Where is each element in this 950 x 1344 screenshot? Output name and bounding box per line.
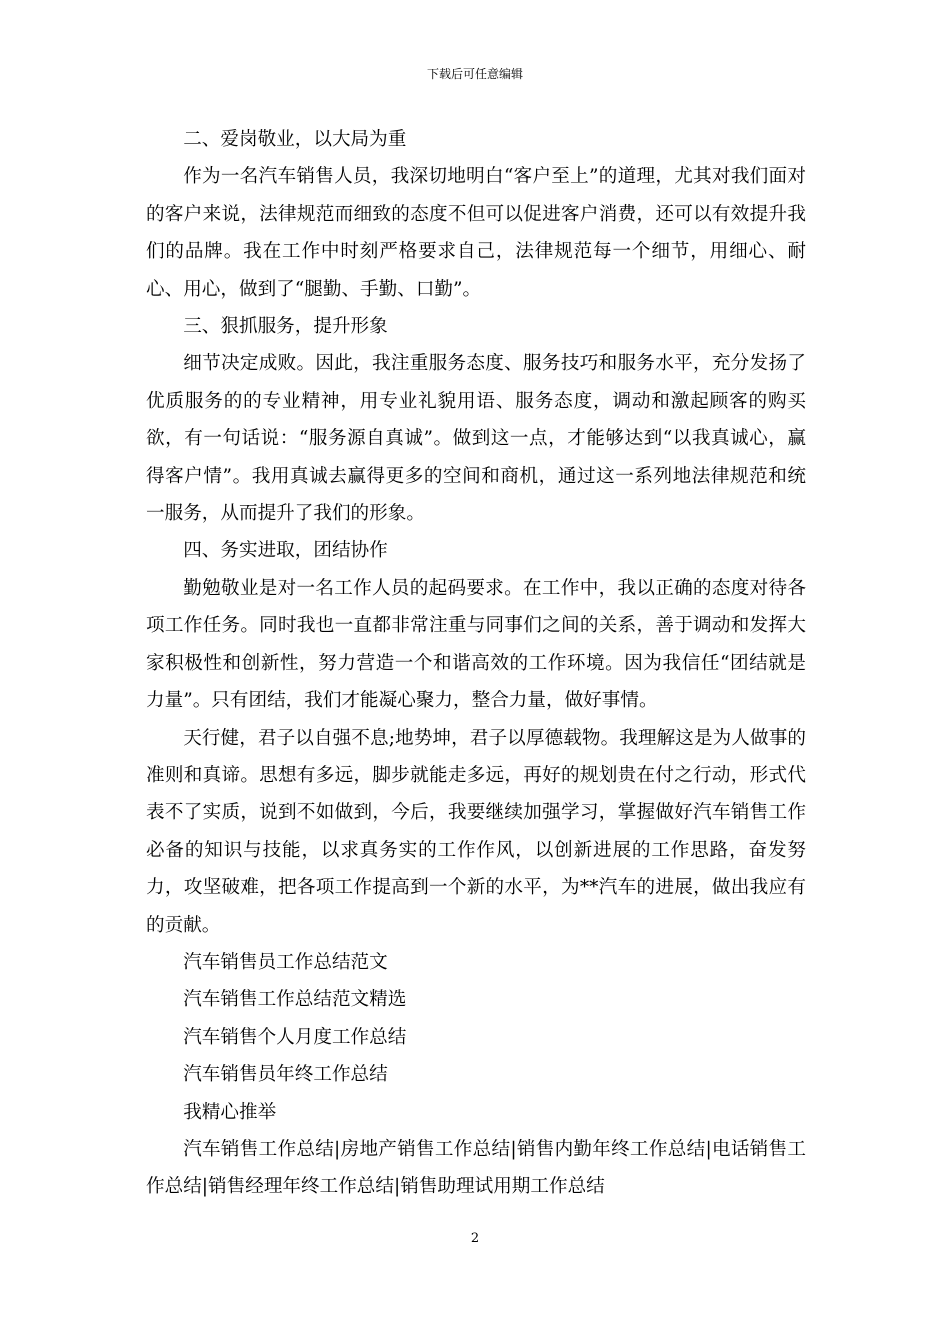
related-article-link: 汽车销售员工作总结范文 (183, 951, 388, 973)
related-article-link: 汽车销售工作总结范文精选 (183, 989, 407, 1011)
recommend-list: 汽车销售工作总结|房地产销售工作总结|销售内勤年终工作总结|电话销售工作总结|销售经理年终工作总结|销售助理试用期工作总结 (146, 1138, 806, 1198)
page-header: 下载后可任意编辑 (426, 67, 523, 81)
body-paragraph: 作为一名汽车销售人员，我深切地明白“客户至上”的道理，尤其对我们面对的客户来说，法律规范而细致的态度不但可以促进客户消费，还可以有效提升我们的品牌。我在工作中时刻严格要求自己，法律规范每一个细节，用细心、耐心、用心，做到了“腿勤、手勤、口勤”。 (146, 166, 806, 300)
section-heading: 二、爱岗敬业，以大局为重 (183, 129, 407, 150)
related-article-link: 汽车销售个人月度工作总结 (183, 1026, 407, 1048)
document-body (146, 121, 806, 1206)
page-number: 2 (470, 1231, 480, 1246)
body-paragraph: 细节决定成败。因此，我注重服务态度、服务技巧和服务水平，充分发扬了优质服务的的专业精神，用专业礼貌用语、服务态度，调动和激起顾客的购买欲，有一句话说：“服务源自真诚”。做到这一点，才能够达到“以我真诚心，赢得客户情”。我用真诚去赢得更多的空间和商机，通过这一系列地法律规范和统一服务，从而提升了我们的形象。 (146, 353, 806, 525)
related-article-link: 汽车销售员年终工作总结 (183, 1064, 388, 1086)
body-paragraph: 勤勉敬业是对一名工作人员的起码要求。在工作中，我以正确的态度对待各项工作任务。同时我也一直都非常注重与同事们之间的关系，善于调动和发挥大家积极性和创新性，努力营造一个和谐高效的工作环境。因为我信任“团结就是力量”。只有团结，我们才能凝心聚力，整合力量，做好事情。 (146, 577, 806, 712)
section-heading: 三、狠抓服务，提升形象 (183, 316, 388, 338)
recommend-heading: 我精心推举 (183, 1101, 277, 1123)
body-paragraph: 天行健，君子以自强不息;地势坤，君子以厚德载物。我理解这是为人做事的准则和真谛。思想有多远，脚步就能走多远，再好的规划贵在付之行动，形式代表不了实质，说到不如做到，今后，我要继续加强学习，掌握做好汽车销售工作必备的知识与技能，以求真务实的工作作风，以创新进展的工作思路，奋发努力，攻坚破难，把各项工作提高到一个新的水平，为**汽车的进展，做出我应有的贡献。 (146, 727, 806, 936)
section-heading: 四、务实进取，团结协作 (183, 540, 388, 562)
